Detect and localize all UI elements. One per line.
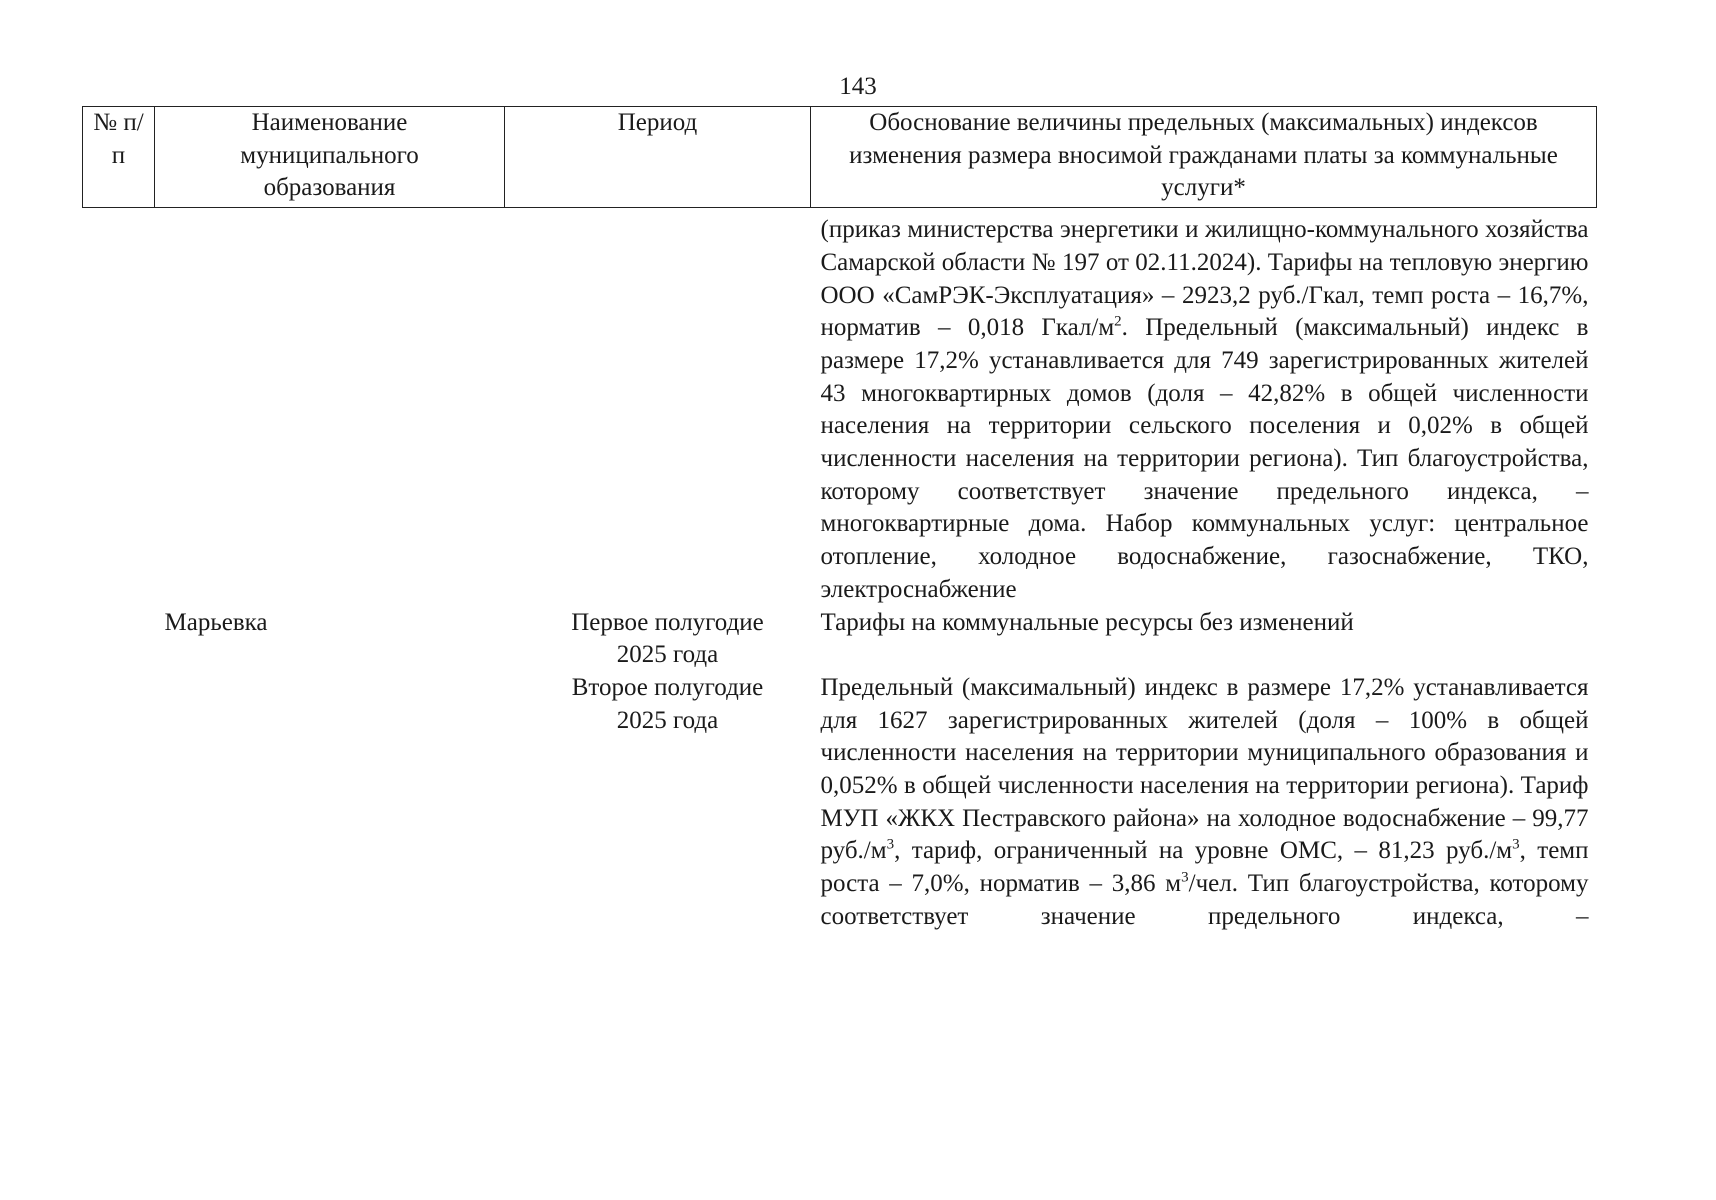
row-justification bbox=[811, 672, 1597, 934]
justification-text bbox=[811, 214, 1597, 606]
superscript: 3 bbox=[1181, 869, 1189, 886]
justification-text bbox=[811, 672, 1597, 934]
row-num bbox=[83, 607, 155, 672]
row-municipality bbox=[155, 607, 505, 672]
text-part: /чел. Тип благоустройства, которому соответствует значение предельного индекса, – bbox=[820, 870, 1589, 930]
text-part: . Предельный (максимальный) индекс в размере 17,2% устанавливается для 749 зарегистрированных жителей 43 многоквартирных домов (доля – 42,82% в общей численности населения на территории сельского поселения и 0,02% в общей численности населения на территории региона). Тип благоустройства, которому соответствует значение предельного индекса, – многоквартирные дома. Набор коммунальных услуг: центральное отопление, холодное водоснабжение, газоснабжение, ТКО, электроснабжение bbox=[820, 314, 1589, 603]
row-period bbox=[505, 208, 811, 607]
tariff-table bbox=[82, 106, 1597, 934]
table-row bbox=[83, 672, 1597, 934]
header-num: № п/п bbox=[83, 107, 155, 208]
table-header bbox=[83, 107, 1597, 208]
row-period bbox=[505, 672, 811, 934]
header-justification: Обоснование величины предельных (максимальных) индексов изменения размера вносимой гражданами платы за коммунальные услуги* bbox=[811, 107, 1597, 208]
table-body bbox=[83, 208, 1597, 934]
period-text: Первое полугодие 2025 года bbox=[571, 608, 764, 669]
superscript: 2 bbox=[1114, 313, 1122, 330]
superscript: 3 bbox=[886, 837, 895, 854]
row-period bbox=[505, 607, 811, 672]
table-row bbox=[83, 208, 1597, 607]
header-municipality: Наименование муниципального образования bbox=[155, 107, 505, 208]
text-part: Предельный (максимальный) индекс в размере 17,2% устанавливается для 1627 зарегистрированных жителей (доля – 100% в общей численности населения на территории муниципального образования и 0,052% в общей численности населения на территории региона). Тариф МУП «ЖКХ Пестравского района» на холодное водоснабжение – 99,77 руб./м bbox=[820, 673, 1589, 865]
superscript: 3 bbox=[1512, 837, 1520, 854]
row-num bbox=[83, 672, 155, 934]
municipality-name: Марьевка bbox=[164, 608, 268, 636]
row-municipality bbox=[155, 208, 505, 607]
row-municipality bbox=[155, 672, 505, 934]
row-num bbox=[83, 208, 155, 607]
text-part: (приказ министерства энергетики и жилищно-коммунального хозяйства Самарской области № 197 от 02.11.2024). Тарифы на тепловую энергию ООО «СамРЭК-Эксплуатация» – 2923,2 руб./Гкал, темп роста – 16,7%, норматив – 0,018 Гкал/м bbox=[820, 216, 1589, 342]
period-text: Второе полугодие 2025 года bbox=[571, 673, 764, 734]
table-row bbox=[83, 607, 1597, 672]
row-justification bbox=[811, 208, 1597, 607]
page-number: 143 bbox=[839, 73, 877, 100]
justification-text: Тарифы на коммунальные ресурсы без изменений bbox=[820, 608, 1354, 636]
header-period: Период bbox=[505, 107, 811, 208]
text-part: , темп роста – 7,0%, норматив – 3,86 м bbox=[820, 837, 1589, 898]
text-part: , тариф, ограниченный на уровне ОМС, – 81,23 руб./м bbox=[894, 837, 1513, 865]
row-justification bbox=[811, 607, 1597, 672]
